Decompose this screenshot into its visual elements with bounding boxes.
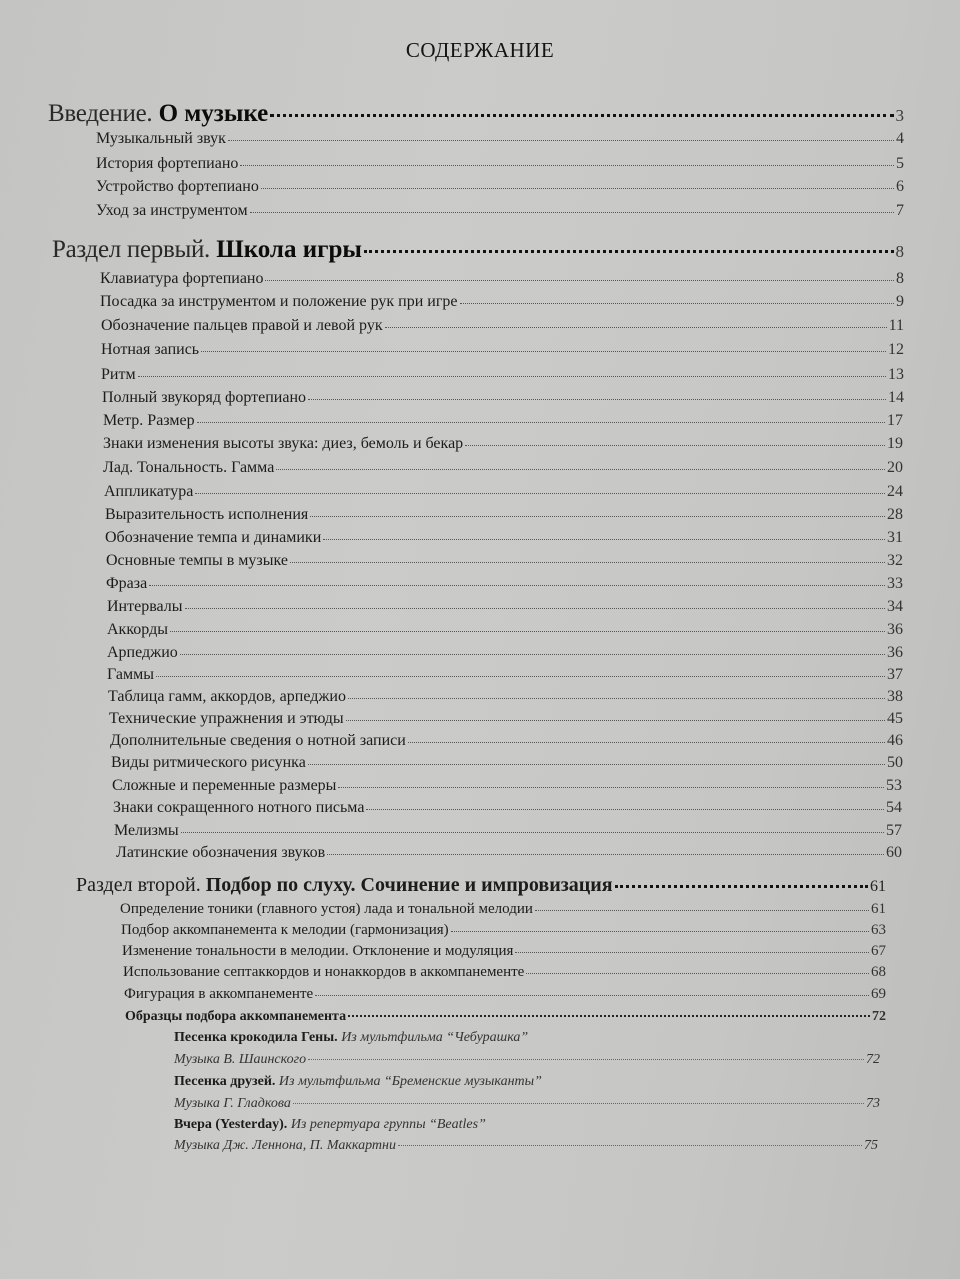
section-name: О музыке: [158, 100, 269, 127]
toc-item[interactable]: Технические упражнения и этюды 45: [109, 710, 903, 727]
song-title-line: Песенка друзей. Из мультфильма “Бременские музыканты”: [174, 1074, 542, 1089]
toc-item[interactable]: Подбор аккомпанемента к мелодии (гармонизация) 63: [121, 922, 886, 938]
toc-song-author[interactable]: Музыка Г. Гладкова 73: [174, 1096, 880, 1111]
toc-item[interactable]: Фраза 33: [106, 575, 903, 592]
toc-item[interactable]: Изменение тональности в мелодии. Отклонение и модуляция 67: [122, 943, 886, 959]
toc-section-intro[interactable]: [48, 100, 904, 128]
toc-item[interactable]: Уход за инструментом 7: [96, 202, 904, 219]
dot-leader: [364, 250, 894, 253]
section-name: Подбор по слуху. Сочинение и импровизация: [205, 874, 613, 896]
toc-item[interactable]: Сложные и переменные размеры 53: [112, 777, 902, 794]
toc-item[interactable]: Нотная запись 12: [101, 341, 904, 358]
toc-item[interactable]: Таблица гамм, аккордов, арпеджио 38: [108, 688, 903, 705]
toc-item[interactable]: Посадка за инструментом и положение рук при игре 9: [100, 293, 904, 310]
toc-item[interactable]: Клавиатура фортепиано 8: [100, 270, 904, 287]
section-prefix: Раздел второй.: [76, 874, 201, 896]
dot-leader: [270, 114, 893, 117]
section-prefix: Раздел первый.: [52, 236, 210, 263]
toc-item[interactable]: Ритм 13: [101, 366, 904, 383]
toc-item[interactable]: Музыкальный звук 4: [96, 130, 904, 147]
toc-item[interactable]: Латинские обозначения звуков 60: [116, 844, 902, 861]
toc-song-author[interactable]: Музыка В. Шаинского 72: [174, 1052, 880, 1067]
toc-section-second[interactable]: [76, 874, 886, 897]
toc-item[interactable]: Устройство фортепиано 6: [96, 178, 904, 195]
toc-item[interactable]: История фортепиано 5: [96, 155, 904, 172]
toc-item[interactable]: Основные темпы в музыке 32: [106, 552, 903, 569]
page-number: 61: [870, 878, 886, 895]
song-title-line: Вчера (Yesterday). Из репертуара группы “Beatles”: [174, 1117, 486, 1132]
dot-leader: [615, 885, 868, 888]
toc-examples-heading[interactable]: Образцы подбора аккомпанемента 72: [125, 1009, 886, 1024]
toc-item[interactable]: Фигурация в аккомпанементе 69: [124, 986, 886, 1002]
toc-item[interactable]: Обозначение пальцев правой и левой рук 11: [101, 317, 904, 334]
toc-item[interactable]: Определение тоники (главного устоя) лада и тональной мелодии 61: [120, 901, 886, 917]
toc-item[interactable]: Виды ритмического рисунка 50: [111, 754, 903, 771]
toc-item[interactable]: Полный звукоряд фортепиано 14: [102, 389, 904, 406]
toc-item[interactable]: Аккорды 36: [107, 621, 903, 638]
toc-item[interactable]: Обозначение темпа и динамики 31: [105, 529, 903, 546]
toc-item[interactable]: Знаки изменения высоты звука: диез, бемоль и бекар 19: [103, 435, 903, 452]
toc-item[interactable]: Гаммы 37: [107, 666, 903, 683]
toc-item[interactable]: Знаки сокращенного нотного письма 54: [113, 799, 902, 816]
toc-item[interactable]: Дополнительные сведения о нотной записи 46: [110, 732, 903, 749]
page-title: СОДЕРЖАНИЕ: [405, 38, 555, 62]
toc-item[interactable]: Интервалы 34: [107, 598, 903, 615]
toc-item[interactable]: Метр. Размер 17: [103, 412, 903, 429]
toc-item[interactable]: Мелизмы 57: [114, 822, 902, 839]
toc-item[interactable]: Использование септаккордов и нонаккордов в аккомпанементе 68: [123, 964, 886, 980]
page-number: 3: [895, 106, 904, 125]
toc-item[interactable]: Аппликатура 24: [104, 483, 903, 500]
toc-song-author[interactable]: Музыка Дж. Леннона, П. Маккартни 75: [174, 1138, 878, 1153]
section-name: Школа игры: [216, 236, 362, 263]
page-number: 8: [895, 242, 904, 261]
toc-item[interactable]: Выразительность исполнения 28: [105, 506, 903, 523]
toc-section-first[interactable]: [52, 236, 904, 264]
toc-item[interactable]: Арпеджио 36: [107, 644, 903, 661]
song-title-line: Песенка крокодила Гены. Из мультфильма “Чебурашка”: [174, 1030, 529, 1045]
section-prefix: Введение.: [48, 100, 153, 127]
toc-item[interactable]: Лад. Тональность. Гамма 20: [103, 459, 903, 476]
